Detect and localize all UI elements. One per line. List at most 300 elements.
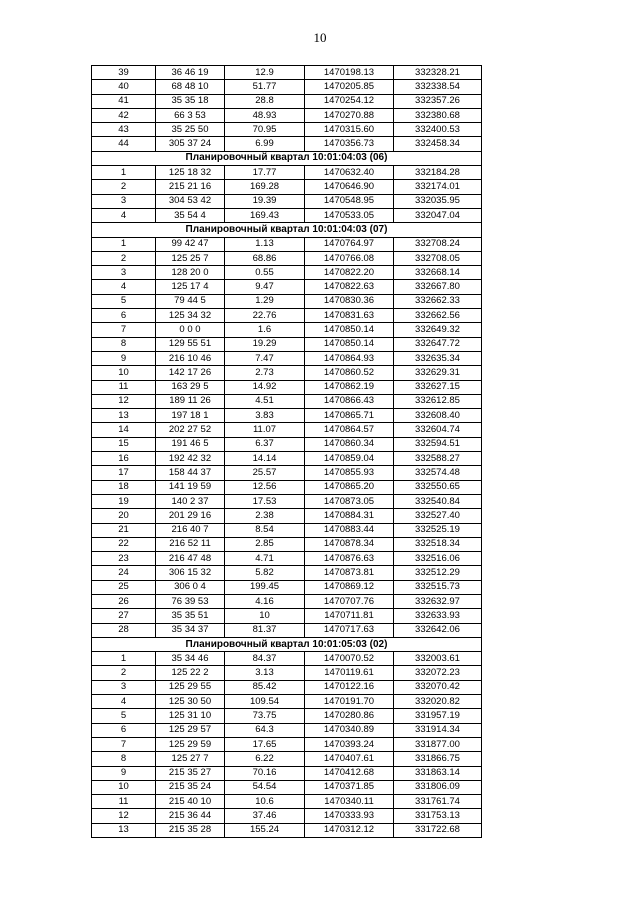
bearing-cell: 215 35 27 <box>156 766 225 780</box>
bearing-cell: 125 17 4 <box>156 280 225 294</box>
bearing-cell: 304 53 42 <box>156 194 225 208</box>
point-number-cell: 19 <box>92 494 156 508</box>
bearing-cell: 125 30 50 <box>156 695 225 709</box>
point-number-cell: 2 <box>92 251 156 265</box>
distance-cell: 0.55 <box>225 266 305 280</box>
y-coordinate-cell: 332516.06 <box>394 552 482 566</box>
table-row <box>92 137 482 151</box>
table-row <box>92 309 482 323</box>
table-row <box>92 509 482 523</box>
y-coordinate-cell: 332184.28 <box>394 166 482 180</box>
x-coordinate-cell: 1470884.31 <box>305 509 394 523</box>
y-coordinate-cell: 332662.56 <box>394 309 482 323</box>
distance-cell: 199.45 <box>225 580 305 594</box>
point-number-cell: 5 <box>92 709 156 723</box>
x-coordinate-cell: 1470878.34 <box>305 537 394 551</box>
point-number-cell: 42 <box>92 108 156 122</box>
y-coordinate-cell: 332525.19 <box>394 523 482 537</box>
x-coordinate-cell: 1470070.52 <box>305 652 394 666</box>
table-row <box>92 394 482 408</box>
bearing-cell: 125 29 55 <box>156 680 225 694</box>
distance-cell: 14.14 <box>225 452 305 466</box>
point-number-cell: 1 <box>92 166 156 180</box>
point-number-cell: 9 <box>92 766 156 780</box>
bearing-cell: 158 44 37 <box>156 466 225 480</box>
bearing-cell: 0 0 0 <box>156 323 225 337</box>
bearing-cell: 35 35 51 <box>156 609 225 623</box>
table-row <box>92 737 482 751</box>
distance-cell: 1.29 <box>225 294 305 308</box>
y-coordinate-cell: 331761.74 <box>394 795 482 809</box>
table-row <box>92 780 482 794</box>
distance-cell: 155.24 <box>225 823 305 837</box>
x-coordinate-cell: 1470830.36 <box>305 294 394 308</box>
x-coordinate-cell: 1470371.85 <box>305 780 394 794</box>
y-coordinate-cell: 332550.65 <box>394 480 482 494</box>
y-coordinate-cell: 332338.54 <box>394 80 482 94</box>
bearing-cell: 35 34 37 <box>156 623 225 637</box>
distance-cell: 4.71 <box>225 552 305 566</box>
distance-cell: 54.54 <box>225 780 305 794</box>
bearing-cell: 215 40 10 <box>156 795 225 809</box>
distance-cell: 84.37 <box>225 652 305 666</box>
x-coordinate-cell: 1470707.76 <box>305 594 394 608</box>
bearing-cell: 215 35 28 <box>156 823 225 837</box>
distance-cell: 70.16 <box>225 766 305 780</box>
point-number-cell: 44 <box>92 137 156 151</box>
y-coordinate-cell: 332072.23 <box>394 666 482 680</box>
distance-cell: 25.57 <box>225 466 305 480</box>
distance-cell: 8.54 <box>225 523 305 537</box>
table-row <box>92 480 482 494</box>
point-number-cell: 12 <box>92 809 156 823</box>
table-row <box>92 623 482 637</box>
x-coordinate-cell: 1470646.90 <box>305 180 394 194</box>
point-number-cell: 6 <box>92 723 156 737</box>
point-number-cell: 20 <box>92 509 156 523</box>
table-row <box>92 580 482 594</box>
section-title: Планировочный квартал 10:01:05:03 (02) <box>92 637 482 651</box>
table-row <box>92 294 482 308</box>
point-number-cell: 3 <box>92 266 156 280</box>
x-coordinate-cell: 1470866.43 <box>305 394 394 408</box>
point-number-cell: 4 <box>92 280 156 294</box>
distance-cell: 17.77 <box>225 166 305 180</box>
y-coordinate-cell: 332515.73 <box>394 580 482 594</box>
x-coordinate-cell: 1470340.11 <box>305 795 394 809</box>
x-coordinate-cell: 1470873.81 <box>305 566 394 580</box>
point-number-cell: 28 <box>92 623 156 637</box>
distance-cell: 4.16 <box>225 594 305 608</box>
x-coordinate-cell: 1470412.68 <box>305 766 394 780</box>
x-coordinate-cell: 1470315.60 <box>305 123 394 137</box>
y-coordinate-cell: 332380.68 <box>394 108 482 122</box>
table-row <box>92 123 482 137</box>
table-row <box>92 523 482 537</box>
bearing-cell: 215 36 44 <box>156 809 225 823</box>
distance-cell: 7.47 <box>225 351 305 365</box>
bearing-cell: 215 35 24 <box>156 780 225 794</box>
bearing-cell: 306 0 4 <box>156 580 225 594</box>
point-number-cell: 43 <box>92 123 156 137</box>
distance-cell: 64.3 <box>225 723 305 737</box>
y-coordinate-cell: 332635.34 <box>394 351 482 365</box>
table-row <box>92 809 482 823</box>
x-coordinate-cell: 1470122.16 <box>305 680 394 694</box>
x-coordinate-cell: 1470254.12 <box>305 94 394 108</box>
table-row <box>92 280 482 294</box>
bearing-cell: 202 27 52 <box>156 423 225 437</box>
bearing-cell: 189 11 26 <box>156 394 225 408</box>
bearing-cell: 142 17 26 <box>156 366 225 380</box>
point-number-cell: 25 <box>92 580 156 594</box>
x-coordinate-cell: 1470393.24 <box>305 737 394 751</box>
y-coordinate-cell: 332574.48 <box>394 466 482 480</box>
point-number-cell: 12 <box>92 394 156 408</box>
x-coordinate-cell: 1470873.05 <box>305 494 394 508</box>
x-coordinate-cell: 1470270.88 <box>305 108 394 122</box>
y-coordinate-cell: 331806.09 <box>394 780 482 794</box>
y-coordinate-cell: 332649.32 <box>394 323 482 337</box>
section-header-row <box>92 637 482 651</box>
distance-cell: 2.85 <box>225 537 305 551</box>
bearing-cell: 35 25 50 <box>156 123 225 137</box>
bearing-cell: 163 29 5 <box>156 380 225 394</box>
point-number-cell: 14 <box>92 423 156 437</box>
bearing-cell: 68 48 10 <box>156 80 225 94</box>
y-coordinate-cell: 332668.14 <box>394 266 482 280</box>
table-row <box>92 666 482 680</box>
point-number-cell: 3 <box>92 680 156 694</box>
x-coordinate-cell: 1470822.20 <box>305 266 394 280</box>
bearing-cell: 35 35 18 <box>156 94 225 108</box>
table-row <box>92 237 482 251</box>
x-coordinate-cell: 1470205.85 <box>305 80 394 94</box>
y-coordinate-cell: 332540.84 <box>394 494 482 508</box>
bearing-cell: 36 46 19 <box>156 66 225 80</box>
x-coordinate-cell: 1470859.04 <box>305 452 394 466</box>
y-coordinate-cell: 332003.61 <box>394 652 482 666</box>
table-row <box>92 166 482 180</box>
y-coordinate-cell: 332608.40 <box>394 409 482 423</box>
table-row <box>92 466 482 480</box>
point-number-cell: 21 <box>92 523 156 537</box>
bearing-cell: 125 25 7 <box>156 251 225 265</box>
table-row <box>92 709 482 723</box>
y-coordinate-cell: 332588.27 <box>394 452 482 466</box>
point-number-cell: 2 <box>92 666 156 680</box>
y-coordinate-cell: 332629.31 <box>394 366 482 380</box>
bearing-cell: 216 10 46 <box>156 351 225 365</box>
point-number-cell: 40 <box>92 80 156 94</box>
x-coordinate-cell: 1470865.71 <box>305 409 394 423</box>
x-coordinate-cell: 1470860.52 <box>305 366 394 380</box>
point-number-cell: 9 <box>92 351 156 365</box>
x-coordinate-cell: 1470407.61 <box>305 752 394 766</box>
distance-cell: 28.8 <box>225 94 305 108</box>
point-number-cell: 8 <box>92 337 156 351</box>
distance-cell: 48.93 <box>225 108 305 122</box>
y-coordinate-cell: 331877.00 <box>394 737 482 751</box>
table-row <box>92 108 482 122</box>
distance-cell: 37.46 <box>225 809 305 823</box>
section-title: Планировочный квартал 10:01:04:03 (07) <box>92 223 482 237</box>
bearing-cell: 191 46 5 <box>156 437 225 451</box>
distance-cell: 12.56 <box>225 480 305 494</box>
distance-cell: 9.47 <box>225 280 305 294</box>
y-coordinate-cell: 332708.24 <box>394 237 482 251</box>
point-number-cell: 15 <box>92 437 156 451</box>
distance-cell: 17.65 <box>225 737 305 751</box>
x-coordinate-cell: 1470766.08 <box>305 251 394 265</box>
y-coordinate-cell: 332458.34 <box>394 137 482 151</box>
point-number-cell: 4 <box>92 695 156 709</box>
y-coordinate-cell: 332328.21 <box>394 66 482 80</box>
y-coordinate-cell: 332627.15 <box>394 380 482 394</box>
distance-cell: 6.99 <box>225 137 305 151</box>
distance-cell: 4.51 <box>225 394 305 408</box>
table-row <box>92 537 482 551</box>
table-row <box>92 194 482 208</box>
point-number-cell: 39 <box>92 66 156 80</box>
table-row <box>92 795 482 809</box>
x-coordinate-cell: 1470533.05 <box>305 208 394 222</box>
table-row <box>92 752 482 766</box>
table-row <box>92 552 482 566</box>
x-coordinate-cell: 1470333.93 <box>305 809 394 823</box>
distance-cell: 109.54 <box>225 695 305 709</box>
bearing-cell: 125 18 32 <box>156 166 225 180</box>
y-coordinate-cell: 332612.85 <box>394 394 482 408</box>
bearing-cell: 216 52 11 <box>156 537 225 551</box>
page-number: 10 <box>313 30 327 45</box>
distance-cell: 22.76 <box>225 309 305 323</box>
point-number-cell: 10 <box>92 780 156 794</box>
table-row <box>92 652 482 666</box>
table-row <box>92 351 482 365</box>
x-coordinate-cell: 1470864.57 <box>305 423 394 437</box>
bearing-cell: 125 27 7 <box>156 752 225 766</box>
point-number-cell: 13 <box>92 823 156 837</box>
y-coordinate-cell: 331863.14 <box>394 766 482 780</box>
distance-cell: 10.6 <box>225 795 305 809</box>
distance-cell: 19.39 <box>225 194 305 208</box>
bearing-cell: 192 42 32 <box>156 452 225 466</box>
table-row <box>92 452 482 466</box>
point-number-cell: 11 <box>92 795 156 809</box>
x-coordinate-cell: 1470876.63 <box>305 552 394 566</box>
bearing-cell: 35 54 4 <box>156 208 225 222</box>
y-coordinate-cell: 332020.82 <box>394 695 482 709</box>
x-coordinate-cell: 1470356.73 <box>305 137 394 151</box>
y-coordinate-cell: 331914.34 <box>394 723 482 737</box>
table-row <box>92 609 482 623</box>
y-coordinate-cell: 332604.74 <box>394 423 482 437</box>
x-coordinate-cell: 1470869.12 <box>305 580 394 594</box>
y-coordinate-cell: 331753.13 <box>394 809 482 823</box>
table-row <box>92 423 482 437</box>
bearing-cell: 306 15 32 <box>156 566 225 580</box>
bearing-cell: 125 29 57 <box>156 723 225 737</box>
table-row <box>92 695 482 709</box>
distance-cell: 5.82 <box>225 566 305 580</box>
distance-cell: 2.38 <box>225 509 305 523</box>
bearing-cell: 99 42 47 <box>156 237 225 251</box>
x-coordinate-cell: 1470280.86 <box>305 709 394 723</box>
y-coordinate-cell: 332647.72 <box>394 337 482 351</box>
point-number-cell: 4 <box>92 208 156 222</box>
y-coordinate-cell: 332633.93 <box>394 609 482 623</box>
distance-cell: 6.22 <box>225 752 305 766</box>
point-number-cell: 7 <box>92 323 156 337</box>
x-coordinate-cell: 1470862.19 <box>305 380 394 394</box>
coordinates-table-body <box>92 66 482 838</box>
y-coordinate-cell: 332662.33 <box>394 294 482 308</box>
distance-cell: 14.92 <box>225 380 305 394</box>
x-coordinate-cell: 1470822.63 <box>305 280 394 294</box>
y-coordinate-cell: 332518.34 <box>394 537 482 551</box>
point-number-cell: 27 <box>92 609 156 623</box>
distance-cell: 51.77 <box>225 80 305 94</box>
distance-cell: 68.86 <box>225 251 305 265</box>
distance-cell: 17.53 <box>225 494 305 508</box>
distance-cell: 169.28 <box>225 180 305 194</box>
y-coordinate-cell: 332708.05 <box>394 251 482 265</box>
bearing-cell: 125 34 32 <box>156 309 225 323</box>
point-number-cell: 13 <box>92 409 156 423</box>
y-coordinate-cell: 332047.04 <box>394 208 482 222</box>
x-coordinate-cell: 1470831.63 <box>305 309 394 323</box>
y-coordinate-cell: 331957.19 <box>394 709 482 723</box>
point-number-cell: 6 <box>92 309 156 323</box>
distance-cell: 11.07 <box>225 423 305 437</box>
distance-cell: 73.75 <box>225 709 305 723</box>
point-number-cell: 3 <box>92 194 156 208</box>
section-title: Планировочный квартал 10:01:04:03 (06) <box>92 151 482 165</box>
point-number-cell: 23 <box>92 552 156 566</box>
y-coordinate-cell: 332642.06 <box>394 623 482 637</box>
table-row <box>92 80 482 94</box>
table-row <box>92 494 482 508</box>
table-row <box>92 380 482 394</box>
table-row <box>92 323 482 337</box>
table-row <box>92 66 482 80</box>
x-coordinate-cell: 1470860.34 <box>305 437 394 451</box>
x-coordinate-cell: 1470850.14 <box>305 337 394 351</box>
table-row <box>92 180 482 194</box>
point-number-cell: 1 <box>92 237 156 251</box>
distance-cell: 3.13 <box>225 666 305 680</box>
bearing-cell: 79 44 5 <box>156 294 225 308</box>
bearing-cell: 129 55 51 <box>156 337 225 351</box>
x-coordinate-cell: 1470864.93 <box>305 351 394 365</box>
table-row <box>92 208 482 222</box>
point-number-cell: 7 <box>92 737 156 751</box>
x-coordinate-cell: 1470855.93 <box>305 466 394 480</box>
y-coordinate-cell: 332527.40 <box>394 509 482 523</box>
y-coordinate-cell: 332174.01 <box>394 180 482 194</box>
bearing-cell: 201 29 16 <box>156 509 225 523</box>
y-coordinate-cell: 332357.26 <box>394 94 482 108</box>
bearing-cell: 76 39 53 <box>156 594 225 608</box>
bearing-cell: 305 37 24 <box>156 137 225 151</box>
y-coordinate-cell: 332512.29 <box>394 566 482 580</box>
bearing-cell: 125 29 59 <box>156 737 225 751</box>
x-coordinate-cell: 1470717.63 <box>305 623 394 637</box>
bearing-cell: 216 47 48 <box>156 552 225 566</box>
y-coordinate-cell: 332667.80 <box>394 280 482 294</box>
point-number-cell: 2 <box>92 180 156 194</box>
y-coordinate-cell: 332070.42 <box>394 680 482 694</box>
x-coordinate-cell: 1470340.89 <box>305 723 394 737</box>
point-number-cell: 11 <box>92 380 156 394</box>
distance-cell: 10 <box>225 609 305 623</box>
point-number-cell: 41 <box>92 94 156 108</box>
distance-cell: 85.42 <box>225 680 305 694</box>
point-number-cell: 10 <box>92 366 156 380</box>
table-row <box>92 823 482 837</box>
distance-cell: 6.37 <box>225 437 305 451</box>
x-coordinate-cell: 1470191.70 <box>305 695 394 709</box>
point-number-cell: 24 <box>92 566 156 580</box>
y-coordinate-cell: 331866.75 <box>394 752 482 766</box>
point-number-cell: 26 <box>92 594 156 608</box>
y-coordinate-cell: 332035.95 <box>394 194 482 208</box>
table-row <box>92 566 482 580</box>
coordinates-table <box>91 65 482 838</box>
table-row <box>92 766 482 780</box>
table-row <box>92 366 482 380</box>
x-coordinate-cell: 1470865.20 <box>305 480 394 494</box>
bearing-cell: 141 19 59 <box>156 480 225 494</box>
distance-cell: 169.43 <box>225 208 305 222</box>
table-row <box>92 266 482 280</box>
x-coordinate-cell: 1470198.13 <box>305 66 394 80</box>
y-coordinate-cell: 332400.53 <box>394 123 482 137</box>
table-row <box>92 337 482 351</box>
x-coordinate-cell: 1470312.12 <box>305 823 394 837</box>
distance-cell: 3.83 <box>225 409 305 423</box>
bearing-cell: 66 3 53 <box>156 108 225 122</box>
point-number-cell: 16 <box>92 452 156 466</box>
section-header-row <box>92 151 482 165</box>
section-header-row <box>92 223 482 237</box>
table-row <box>92 680 482 694</box>
point-number-cell: 8 <box>92 752 156 766</box>
point-number-cell: 5 <box>92 294 156 308</box>
distance-cell: 12.9 <box>225 66 305 80</box>
distance-cell: 1.13 <box>225 237 305 251</box>
distance-cell: 70.95 <box>225 123 305 137</box>
x-coordinate-cell: 1470764.97 <box>305 237 394 251</box>
bearing-cell: 197 18 1 <box>156 409 225 423</box>
bearing-cell: 215 21 16 <box>156 180 225 194</box>
x-coordinate-cell: 1470548.95 <box>305 194 394 208</box>
distance-cell: 81.37 <box>225 623 305 637</box>
point-number-cell: 17 <box>92 466 156 480</box>
x-coordinate-cell: 1470850.14 <box>305 323 394 337</box>
x-coordinate-cell: 1470119.61 <box>305 666 394 680</box>
distance-cell: 19.29 <box>225 337 305 351</box>
bearing-cell: 140 2 37 <box>156 494 225 508</box>
bearing-cell: 216 40 7 <box>156 523 225 537</box>
point-number-cell: 1 <box>92 652 156 666</box>
y-coordinate-cell: 331722.68 <box>394 823 482 837</box>
y-coordinate-cell: 332594.51 <box>394 437 482 451</box>
table-row <box>92 723 482 737</box>
x-coordinate-cell: 1470632.40 <box>305 166 394 180</box>
table-row <box>92 437 482 451</box>
